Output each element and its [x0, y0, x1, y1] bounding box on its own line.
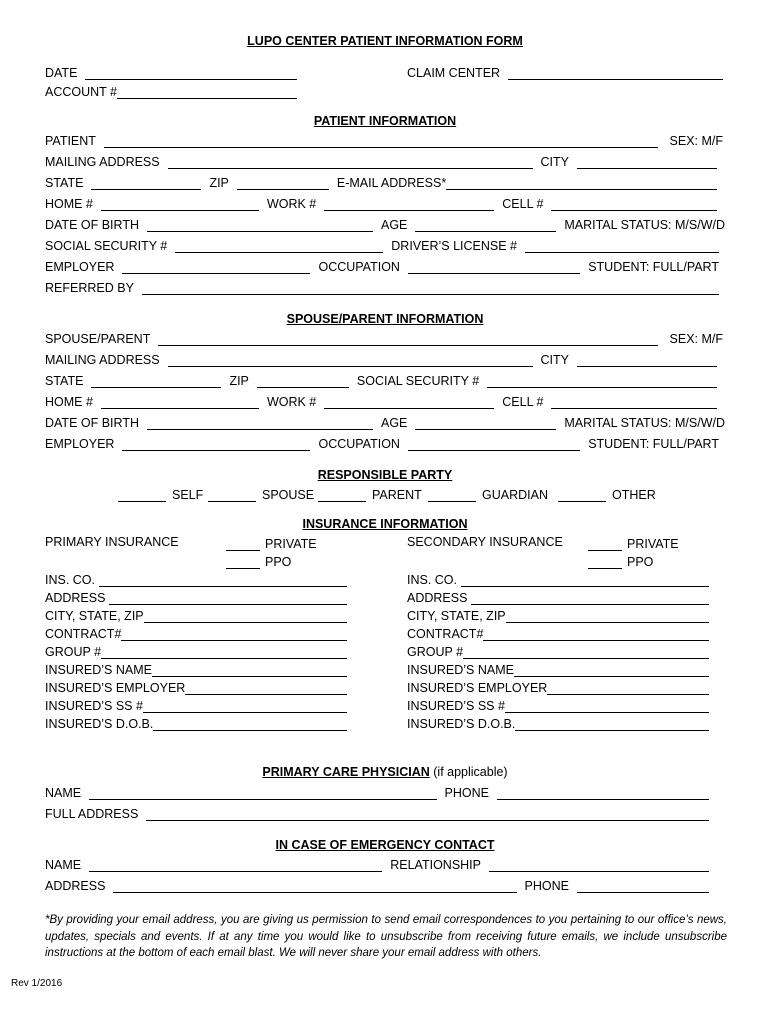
city-label: CITY [540, 155, 569, 169]
insurance-section-title: INSURANCE INFORMATION [302, 517, 468, 531]
spouse-state-row [45, 372, 717, 388]
patient-state-field[interactable] [91, 177, 201, 190]
secondary-address-row [407, 589, 709, 605]
spouse-employer-label: EMPLOYER [45, 437, 115, 451]
ssn-label: SOCIAL SECURITY # [45, 239, 168, 253]
patient-age-field[interactable] [415, 219, 556, 232]
referred-row [45, 279, 719, 295]
patient-state-row [45, 174, 717, 190]
patient-work-field[interactable] [324, 198, 494, 211]
emergency-address-field[interactable] [113, 880, 516, 893]
pcp-name-label: NAME [45, 786, 82, 800]
spouse-address-field[interactable] [168, 354, 533, 367]
spouse-dob-label: DATE OF BIRTH [45, 416, 139, 430]
secondary-insured-ss-label: INSURED’S SS # [407, 699, 505, 713]
license-label: DRIVER’S LICENSE # [391, 239, 517, 253]
employer-label: EMPLOYER [45, 260, 115, 274]
other-label: OTHER [612, 488, 656, 502]
patient-phone-row [45, 195, 717, 211]
primary-group-label: GROUP # [45, 645, 102, 659]
secondary-insured-name-row [407, 661, 709, 677]
spouse-home-label: HOME # [45, 395, 93, 409]
secondary-group-label: GROUP # [407, 645, 464, 659]
spouse-city-field[interactable] [577, 354, 717, 367]
spouse-state-label: STATE [45, 374, 84, 388]
parent-blank[interactable] [318, 489, 366, 502]
primary-city-row [45, 607, 347, 623]
patient-ssn-row [45, 237, 719, 253]
spouse-blank[interactable] [208, 489, 256, 502]
spouse-sex-label: SEX: M/F [669, 332, 723, 346]
patient-address-row [45, 153, 717, 169]
primary-insured-ss-row [45, 697, 347, 713]
spouse-employer-field[interactable] [122, 438, 310, 451]
spouse-city-label: CITY [540, 353, 569, 367]
work-label: WORK # [266, 197, 317, 211]
email-label: E-MAIL ADDRESS* [336, 176, 447, 190]
secondary-address-field[interactable] [471, 592, 709, 605]
emergency-phone-field[interactable] [577, 880, 709, 893]
emergency-name-field[interactable] [89, 859, 382, 872]
pcp-phone-field[interactable] [497, 787, 709, 800]
secondary-insurance-label: SECONDARY INSURANCE [407, 535, 563, 549]
primary-private-blank[interactable] [226, 538, 260, 551]
spouse-cell-label: CELL # [502, 395, 544, 409]
secondary-private-label: PRIVATE [627, 537, 679, 551]
secondary-insured-ss-row [407, 697, 709, 713]
cell-label: CELL # [502, 197, 544, 211]
marital-status-label: MARITAL STATUS: M/S/W/D [564, 218, 725, 232]
secondary-insured-dob-field[interactable] [515, 718, 709, 731]
patient-address-field[interactable] [168, 156, 533, 169]
spouse-section-title: SPOUSE/PARENT INFORMATION [286, 312, 484, 326]
claim-center-label: CLAIM CENTER [407, 66, 501, 80]
patient-ssn-field[interactable] [175, 240, 383, 253]
primary-address-row [45, 589, 347, 605]
date-label: DATE [45, 66, 78, 80]
account-row [45, 83, 297, 99]
spouse-name-row [45, 330, 723, 346]
secondary-group-row [407, 643, 709, 659]
primary-insured-employer-field[interactable] [185, 682, 347, 695]
spouse-cell-field[interactable] [551, 396, 717, 409]
spouse-phone-row [45, 393, 717, 409]
patient-city-field[interactable] [577, 156, 717, 169]
primary-insured-name-field[interactable] [152, 664, 347, 677]
zip-label: ZIP [209, 176, 229, 190]
primary-private-option[interactable] [226, 535, 317, 551]
secondary-insured-employer-row [407, 679, 709, 695]
pcp-address-row [45, 805, 709, 821]
pcp-phone-label: PHONE [444, 786, 489, 800]
patient-section-title: PATIENT INFORMATION [313, 114, 457, 128]
secondary-private-blank[interactable] [588, 538, 622, 551]
patient-email-field[interactable] [446, 177, 717, 190]
primary-private-label: PRIVATE [265, 537, 317, 551]
secondary-address-label: ADDRESS [407, 591, 468, 605]
primary-insured-ss-label: INSURED’S SS # [45, 699, 143, 713]
secondary-insured-employer-label: INSURED’S EMPLOYER [407, 681, 548, 695]
secondary-ins-co-label: INS. CO. [407, 573, 458, 587]
spouse-work-field[interactable] [324, 396, 494, 409]
responsible-option-guardian[interactable] [428, 486, 548, 502]
student-label: STUDENT: FULL/PART [588, 260, 719, 274]
responsible-section-title: RESPONSIBLE PARTY [317, 468, 453, 482]
spouse-marital-status-label: MARITAL STATUS: M/S/W/D [564, 416, 725, 430]
primary-insured-employer-row [45, 679, 347, 695]
other-blank[interactable] [558, 489, 606, 502]
patient-zip-field[interactable] [237, 177, 329, 190]
patient-license-field[interactable] [525, 240, 719, 253]
spouse-ssn-field[interactable] [487, 375, 717, 388]
secondary-insured-ss-field[interactable] [505, 700, 709, 713]
secondary-contract-row [407, 625, 709, 641]
primary-ins-co-field[interactable] [99, 574, 347, 587]
primary-insured-employer-label: INSURED’S EMPLOYER [45, 681, 186, 695]
spouse-occupation-field[interactable] [408, 438, 580, 451]
secondary-insured-dob-row [407, 715, 709, 731]
spouse-zip-label: ZIP [229, 374, 249, 388]
referred-field[interactable] [142, 282, 719, 295]
secondary-group-field[interactable] [463, 646, 709, 659]
referred-label: REFERRED BY [45, 281, 134, 295]
secondary-ppo-option[interactable] [588, 553, 653, 569]
primary-contract-field[interactable] [121, 628, 347, 641]
spouse-occupation-label: OCCUPATION [318, 437, 400, 451]
spouse-student-label: STUDENT: FULL/PART [588, 437, 719, 451]
spouse-mailing-address-label: MAILING ADDRESS [45, 353, 160, 367]
spouse-work-label: WORK # [266, 395, 317, 409]
responsible-option-other[interactable] [558, 486, 656, 502]
spouse-age-label: AGE [381, 416, 408, 430]
spouse-dob-field[interactable] [147, 417, 373, 430]
secondary-ppo-label: PPO [627, 555, 654, 569]
spouse-dob-row [45, 414, 725, 430]
secondary-insured-employer-field[interactable] [547, 682, 709, 695]
patient-employer-row [45, 258, 719, 274]
spouse-employer-row [45, 435, 719, 451]
date-field[interactable] [85, 67, 297, 80]
form-title: LUPO CENTER PATIENT INFORMATION FORM [247, 34, 523, 48]
spouse-state-field[interactable] [91, 375, 221, 388]
home-label: HOME # [45, 197, 93, 211]
primary-contract-label: CONTRACT# [45, 627, 122, 641]
self-blank[interactable] [118, 489, 166, 502]
patient-name-row [45, 132, 723, 148]
spouse-age-field[interactable] [415, 417, 556, 430]
primary-city-field[interactable] [144, 610, 347, 623]
pcp-title: PRIMARY CARE PHYSICIAN [262, 765, 430, 779]
relationship-label: RELATIONSHIP [390, 858, 481, 872]
mailing-address-label: MAILING ADDRESS [45, 155, 160, 169]
emergency-address-row [45, 877, 709, 893]
secondary-contract-field[interactable] [483, 628, 709, 641]
patient-label: PATIENT [45, 134, 96, 148]
primary-ins-co-label: INS. CO. [45, 573, 96, 587]
patient-cell-field[interactable] [551, 198, 717, 211]
relationship-field[interactable] [489, 859, 709, 872]
emergency-phone-label: PHONE [524, 879, 569, 893]
primary-ppo-label: PPO [265, 555, 292, 569]
responsible-option-spouse[interactable] [208, 486, 314, 502]
primary-insured-dob-field[interactable] [153, 718, 347, 731]
secondary-insured-name-field[interactable] [514, 664, 709, 677]
age-label: AGE [381, 218, 408, 232]
secondary-city-label: CITY, STATE, ZIP [407, 609, 506, 623]
emergency-name-row [45, 856, 709, 872]
pcp-full-address-label: FULL ADDRESS [45, 807, 139, 821]
primary-ins-co-row [45, 571, 347, 587]
primary-group-field[interactable] [101, 646, 347, 659]
email-disclaimer: *By providing your email address, you are giving us permission to send email correspondences to you pertaining to our office’s news, updates, specials and events. If at any time you would like to unsubscribe from receiving future emails, we include unsubscribe instructions at the bottom of each email blast. We will never share your email address with others. [45, 914, 727, 959]
pcp-name-row [45, 784, 709, 800]
claim-center-field[interactable] [508, 67, 723, 80]
primary-address-label: ADDRESS [45, 591, 106, 605]
claim-center-row [407, 64, 723, 80]
patient-home-field[interactable] [101, 198, 259, 211]
patient-sex-label: SEX: M/F [669, 134, 723, 148]
spouse-ssn-label: SOCIAL SECURITY # [356, 374, 480, 388]
primary-group-row [45, 643, 347, 659]
secondary-insured-dob-label: INSURED’S D.O.B. [407, 717, 516, 731]
pcp-full-address-field[interactable] [146, 808, 709, 821]
patient-dob-field[interactable] [147, 219, 373, 232]
primary-ppo-blank[interactable] [226, 556, 260, 569]
secondary-city-field[interactable] [506, 610, 709, 623]
primary-ppo-option[interactable] [226, 553, 291, 569]
emergency-section-title: IN CASE OF EMERGENCY CONTACT [275, 838, 495, 852]
secondary-city-row [407, 607, 709, 623]
spouse-zip-field[interactable] [257, 375, 349, 388]
primary-insurance-label: PRIMARY INSURANCE [45, 535, 179, 549]
primary-insured-name-row [45, 661, 347, 677]
spouse-address-row [45, 351, 717, 367]
secondary-ppo-blank[interactable] [588, 556, 622, 569]
occupation-label: OCCUPATION [318, 260, 400, 274]
responsible-option-parent[interactable] [318, 486, 422, 502]
emergency-name-label: NAME [45, 858, 82, 872]
pcp-title-suffix: (if applicable) [429, 765, 508, 779]
revision-label: Rev 1/2016 [11, 978, 63, 989]
secondary-private-option[interactable] [588, 535, 679, 551]
primary-insured-dob-label: INSURED’S D.O.B. [45, 717, 154, 731]
account-field[interactable] [117, 86, 297, 99]
date-row [45, 64, 297, 80]
emergency-address-label: ADDRESS [45, 879, 106, 893]
primary-insured-ss-field[interactable] [143, 700, 347, 713]
secondary-ins-co-field[interactable] [461, 574, 709, 587]
pcp-name-field[interactable] [89, 787, 436, 800]
account-label: ACCOUNT # [45, 85, 118, 99]
secondary-ins-co-row [407, 571, 709, 587]
primary-insured-name-label: INSURED’S NAME [45, 663, 152, 677]
state-label: STATE [45, 176, 84, 190]
primary-insured-dob-row [45, 715, 347, 731]
primary-city-label: CITY, STATE, ZIP [45, 609, 144, 623]
self-label: SELF [172, 488, 204, 502]
responsible-option-self[interactable] [118, 486, 203, 502]
pcp-section-title [0, 765, 770, 779]
spouse-option-label: SPOUSE [262, 488, 315, 502]
secondary-insured-name-label: INSURED’S NAME [407, 663, 514, 677]
patient-name-field[interactable] [104, 135, 658, 148]
parent-label: PARENT [372, 488, 422, 502]
spouse-home-field[interactable] [101, 396, 259, 409]
secondary-contract-label: CONTRACT# [407, 627, 484, 641]
spouse-name-field[interactable] [158, 333, 657, 346]
patient-occupation-field[interactable] [408, 261, 580, 274]
guardian-label: GUARDIAN [482, 488, 548, 502]
dob-label: DATE OF BIRTH [45, 218, 139, 232]
primary-contract-row [45, 625, 347, 641]
patient-employer-field[interactable] [122, 261, 310, 274]
guardian-blank[interactable] [428, 489, 476, 502]
primary-address-field[interactable] [109, 592, 347, 605]
spouse-parent-label: SPOUSE/PARENT [45, 332, 151, 346]
patient-dob-row [45, 216, 725, 232]
